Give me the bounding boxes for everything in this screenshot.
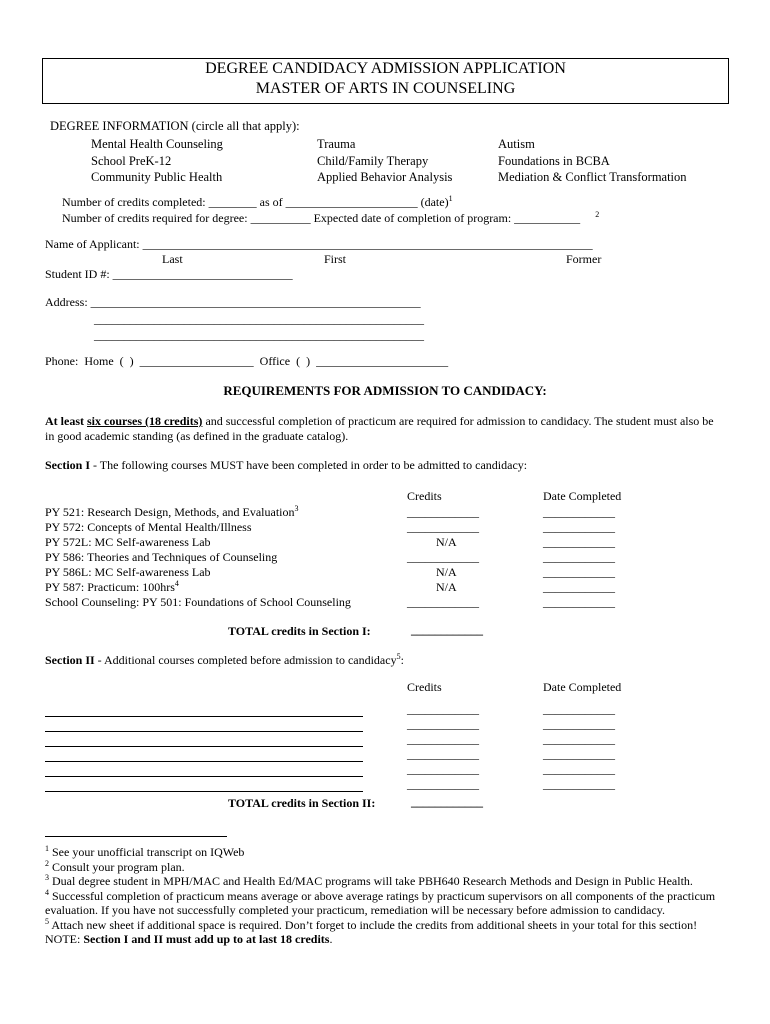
degree-option[interactable]: Autism: [498, 137, 535, 151]
address-field-3[interactable]: _______________________________________________________: [94, 328, 424, 342]
section1-date-field[interactable]: ____________: [543, 580, 615, 594]
footnote-text: Successful completion of practicum means average or above average ratings by practicum supervisors on all components of the practicum evaluation. If you have not successfully completed your practicum, remediation will be necessary before admission to candidacy.: [45, 888, 716, 917]
footnote-end: .: [329, 932, 333, 946]
section1-date-field[interactable]: ____________: [543, 505, 615, 519]
degree-option[interactable]: Trauma: [317, 137, 356, 151]
address-field-1[interactable]: Address: _______________________________________________________: [45, 295, 421, 309]
footnote-number: 2: [45, 858, 49, 868]
credits-completed-line[interactable]: [62, 195, 453, 210]
section1-course-name: [45, 520, 252, 535]
section2-intro: [45, 653, 404, 668]
footnote-text: Dual degree student in MPH/MAC and Health Ed/MAC programs will take PBH640 Research Methods and Design in Public Health.: [52, 874, 693, 888]
section1-credits-header: Credits: [407, 489, 442, 503]
section1-credits-field: N/A: [436, 535, 457, 549]
intro-bold-underline: six courses (18 credits): [87, 414, 203, 428]
section2-course-field[interactable]: [45, 731, 363, 732]
course-name-text: PY 586L: MC Self-awareness Lab: [45, 565, 211, 579]
section1-course-name: [45, 505, 299, 520]
section2-date-header: Date Completed: [543, 680, 622, 694]
name-last-label: Last: [162, 252, 183, 266]
degree-col-2: [317, 136, 452, 186]
footnote-5: [45, 918, 735, 947]
section2-text: - Additional courses completed before admission to candidacy: [94, 653, 397, 667]
requirements-intro: [45, 414, 725, 444]
section1-date-field[interactable]: ____________: [543, 520, 615, 534]
credits-completed-text: Number of credits completed: ________ as of ______________________ (date): [62, 195, 449, 209]
section1-date-header: Date Completed: [543, 489, 622, 503]
section2-date-field[interactable]: ____________: [543, 732, 615, 746]
section1-course-name: [45, 580, 179, 595]
name-former-label: Former: [566, 252, 602, 266]
name-first-label: First: [324, 252, 347, 266]
section2-credits-field[interactable]: ____________: [407, 732, 479, 746]
section2-credits-field[interactable]: ____________: [407, 777, 479, 791]
section1-credits-field[interactable]: ____________: [407, 550, 479, 564]
degree-col-1: [91, 136, 223, 186]
credits-required-text: Number of credits required for degree: __________ Expected date of completion of program: ___________: [62, 211, 581, 225]
footnote-2: [45, 860, 735, 875]
course-name-text: PY 521: Research Design, Methods, and Evaluation: [45, 505, 295, 519]
section2-course-field[interactable]: [45, 716, 363, 717]
degree-col-3: [498, 136, 687, 186]
footnote-1: [45, 845, 735, 860]
footnote-text: Attach new sheet if additional space is required. Don’t forget to include the credits from additional sheets in your total for this section! NOTE:: [45, 917, 698, 946]
degree-option[interactable]: Mediation & Conflict Transformation: [498, 170, 687, 184]
student-id-field[interactable]: Student ID #: ______________________________: [45, 267, 293, 281]
footnote-bold-note: Section I and II must add up to at last 18 credits: [83, 932, 330, 946]
section2-date-field[interactable]: ____________: [543, 762, 615, 776]
footnote-4: [45, 889, 735, 918]
section2-text-end: :: [400, 653, 404, 667]
section1-credits-field: N/A: [436, 565, 457, 579]
footnote-text: Consult your program plan.: [52, 859, 185, 874]
footnote-ref: 1: [448, 194, 453, 203]
course-name-text: PY 572L: MC Self-awareness Lab: [45, 535, 211, 549]
section1-date-field[interactable]: ____________: [543, 595, 615, 609]
footnote-ref: 4: [174, 579, 179, 588]
footnote-ref: 5: [396, 652, 401, 661]
section1-label: Section I: [45, 458, 90, 472]
section1-course-name: [45, 535, 211, 550]
section2-credits-field[interactable]: ____________: [407, 717, 479, 731]
section1-date-field[interactable]: ____________: [543, 565, 615, 579]
section2-credits-field[interactable]: ____________: [407, 747, 479, 761]
section1-date-field[interactable]: ____________: [543, 535, 615, 549]
footnote-number: 5: [45, 916, 49, 926]
course-name-text: PY 587: Practicum: 100hrs: [45, 580, 175, 594]
footnote-number: 4: [45, 887, 49, 897]
section1-date-field[interactable]: ____________: [543, 550, 615, 564]
section2-course-field[interactable]: [45, 746, 363, 747]
footnote-3: [45, 874, 735, 889]
credits-required-line[interactable]: [62, 211, 599, 226]
footnote-number: 3: [45, 873, 49, 882]
degree-option[interactable]: Child/Family Therapy: [317, 153, 429, 168]
footnote-number: 1: [45, 844, 49, 853]
section2-credits-field[interactable]: ____________: [407, 702, 479, 716]
section2-course-field[interactable]: [45, 791, 363, 792]
section2-course-field[interactable]: [45, 761, 363, 762]
section1-credits-field: N/A: [436, 580, 457, 594]
requirements-heading: REQUIREMENTS FOR ADMISSION TO CANDIDACY:: [223, 383, 547, 398]
footnote-ref: 2: [595, 210, 600, 219]
footnote-ref: 3: [294, 504, 299, 513]
title-box: [42, 58, 729, 104]
section1-course-name: [45, 550, 277, 565]
degree-option[interactable]: Mental Health Counseling: [91, 137, 223, 151]
title-line-2: MASTER OF ARTS IN COUNSELING: [255, 80, 516, 97]
footnotes: [45, 845, 735, 947]
section1-total-label: TOTAL credits in Section I:: [228, 624, 371, 638]
section1-course-name: [45, 565, 211, 580]
section1-credits-field[interactable]: ____________: [407, 505, 479, 519]
footnote-text: See your unofficial transcript on IQWeb: [52, 845, 245, 859]
intro-bold: At least: [45, 414, 87, 428]
phone-field[interactable]: Phone: Home ( ) ___________________ Office ( ) ______________________: [45, 354, 449, 368]
degree-info-heading: DEGREE INFORMATION (circle all that apply):: [50, 119, 300, 133]
course-name-text: PY 586: Theories and Techniques of Counseling: [45, 550, 278, 564]
section2-course-field[interactable]: [45, 776, 363, 777]
section1-text: - The following courses MUST have been completed in order to be admitted to candidacy:: [90, 458, 528, 472]
section1-course-name: [45, 595, 351, 610]
section2-credits-field[interactable]: ____________: [407, 762, 479, 776]
section1-total-field[interactable]: ____________: [411, 623, 483, 637]
section2-total-label: TOTAL credits in Section II:: [228, 796, 376, 810]
section2-label: Section II: [45, 653, 95, 667]
section2-date-field[interactable]: ____________: [543, 702, 615, 716]
degree-option[interactable]: Applied Behavior Analysis: [317, 170, 453, 184]
degree-option[interactable]: Foundations in BCBA: [498, 153, 610, 168]
course-name-text: PY 572: Concepts of Mental Health/Illness: [45, 520, 252, 534]
section1-intro: [45, 458, 527, 473]
section2-date-field[interactable]: ____________: [543, 777, 615, 791]
degree-option[interactable]: Community Public Health: [91, 170, 223, 184]
section1-credits-field[interactable]: ____________: [407, 520, 479, 534]
section2-credits-header: Credits: [407, 680, 442, 694]
section2-total-field[interactable]: ____________: [411, 795, 483, 809]
intro-rest: and successful completion of practicum are required for admission to candidacy. The student must also be in good academic standing (as defined in the graduate catalog).: [45, 414, 714, 443]
course-name-text: School Counseling: PY 501: Foundations of School Counseling: [45, 595, 351, 609]
address-field-2[interactable]: _______________________________________________________: [94, 312, 424, 326]
footnote-separator: [45, 836, 227, 837]
title-line-1: DEGREE CANDIDACY ADMISSION APPLICATION: [205, 60, 566, 77]
applicant-name-field[interactable]: Name of Applicant: ___________________________________________________________________________: [45, 237, 593, 251]
section1-credits-field[interactable]: ____________: [407, 595, 479, 609]
section2-date-field[interactable]: ____________: [543, 717, 615, 731]
degree-option[interactable]: School PreK-12: [91, 153, 172, 168]
section2-date-field[interactable]: ____________: [543, 747, 615, 761]
